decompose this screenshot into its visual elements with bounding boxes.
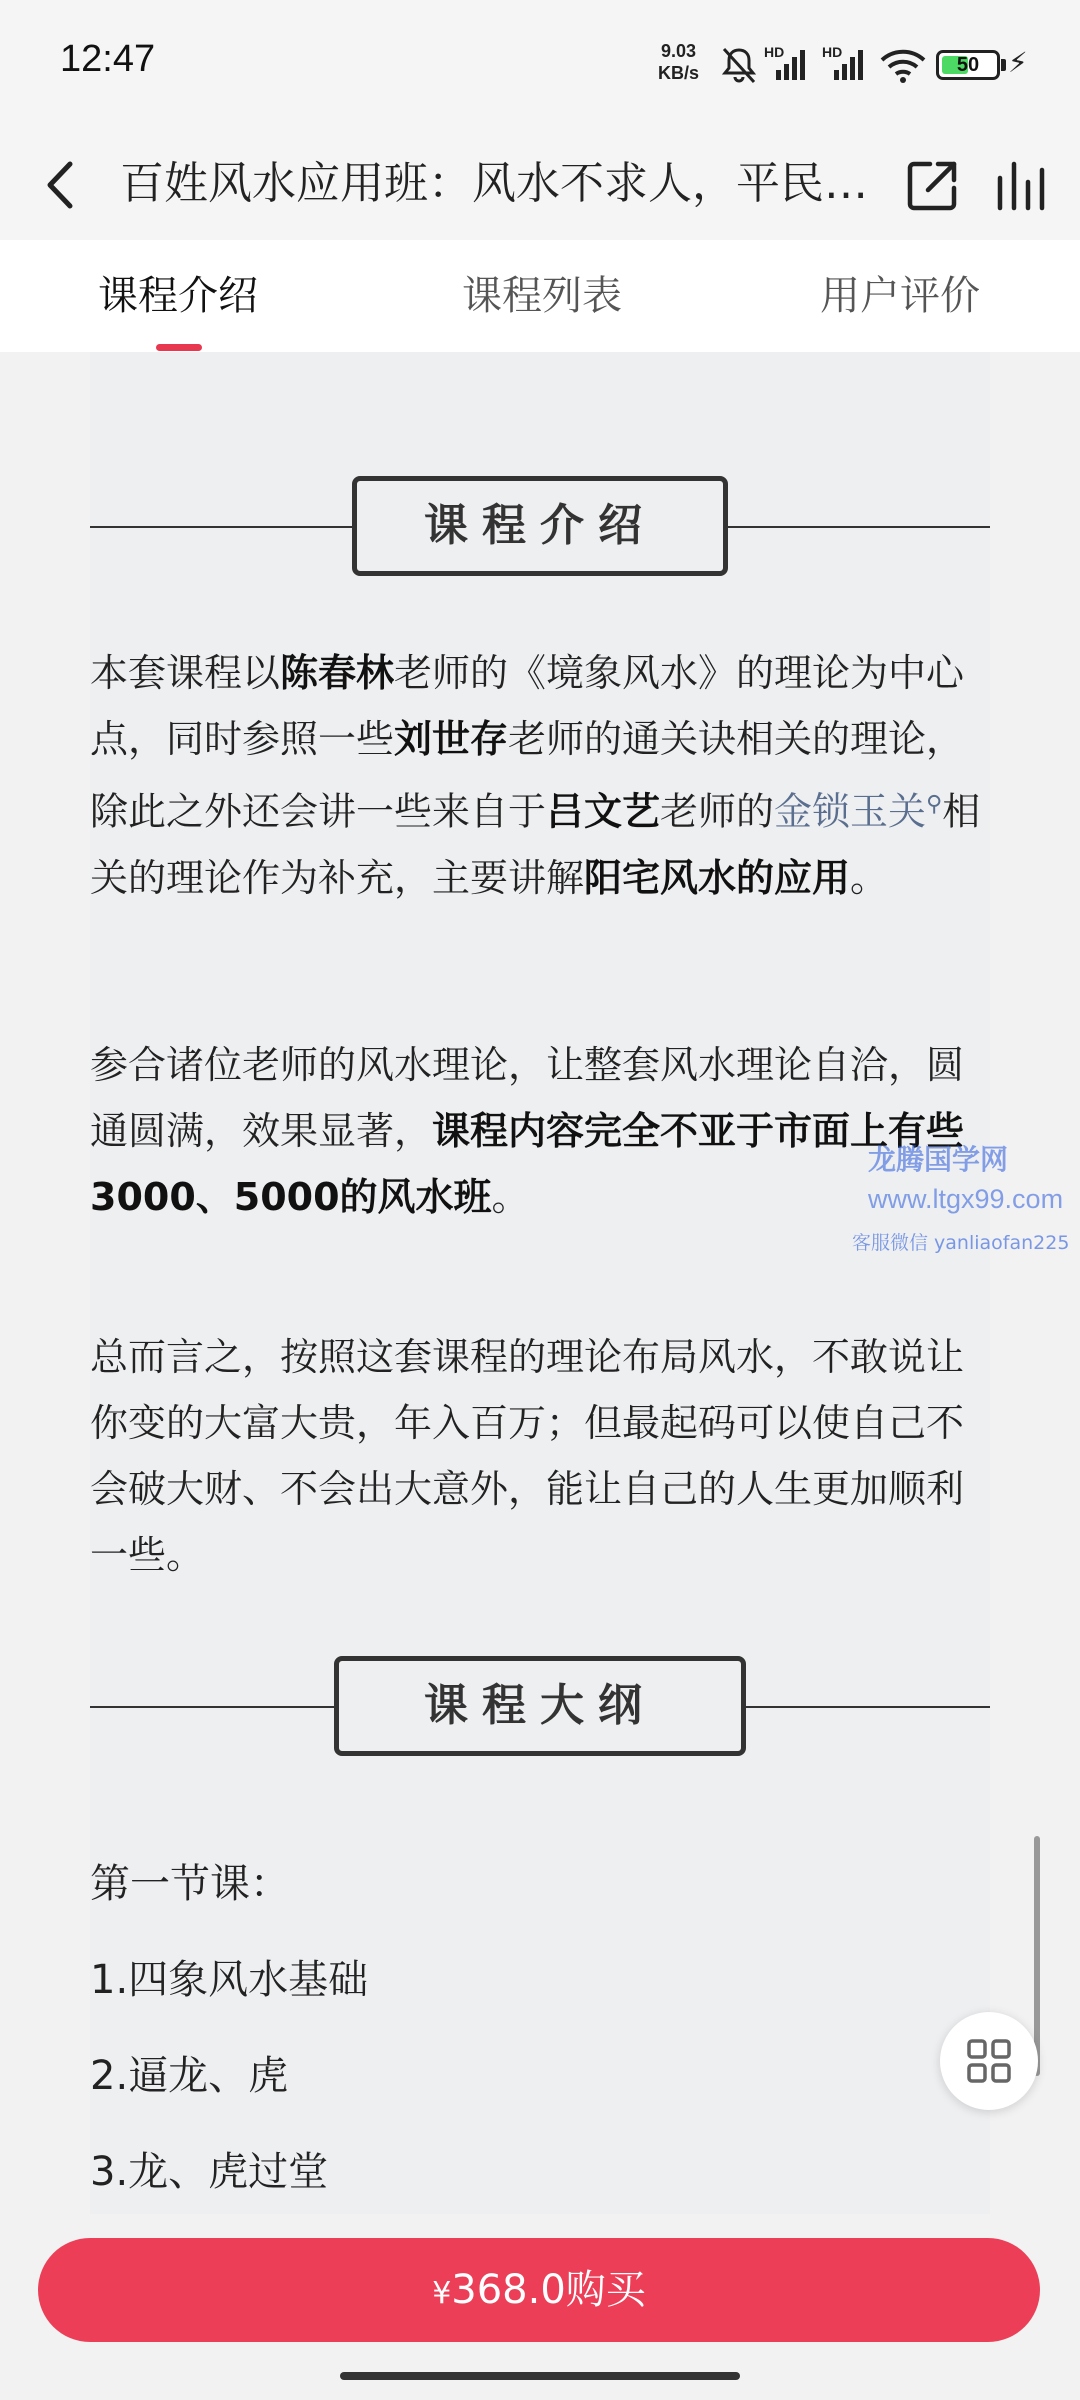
watermark-url: www.ltgx99.com: [868, 1184, 1064, 1214]
list-item: 3.龙、虎过堂: [90, 2149, 329, 2195]
status-bar: [0, 0, 1080, 130]
buy-label: 购买: [565, 2267, 646, 2313]
battery-level: 50: [956, 54, 980, 76]
paragraph-text: 总而言之，按照这套课程的理论布局风水，不敢说让你变的大富大贵，年入百万；但最起码可以使自己不会破大财、不会出大意外，能让自己的人生更加顺利一些。: [90, 1335, 965, 1577]
charging-bolt-icon: ⚡: [1008, 46, 1028, 79]
share-icon[interactable]: [900, 152, 966, 218]
paragraph-summary: [90, 1324, 990, 1588]
back-arrow-icon[interactable]: [26, 150, 96, 220]
intro-section-heading: [90, 476, 990, 576]
paragraph-advantages: [90, 1032, 990, 1230]
signal-icon: [822, 44, 872, 84]
paragraph-text: 老师的: [660, 789, 775, 834]
paragraph-text: 相关的理论作为补充，主要讲解: [90, 789, 981, 900]
search-icon[interactable]: ⚲: [926, 792, 943, 817]
paragraph-text: 本套课程以: [90, 651, 281, 695]
watermark-contact: 客服微信 yanliaofan225: [852, 1232, 1070, 1254]
network-speed-unit: KB/s: [658, 63, 700, 83]
hd-label-1: HD: [764, 44, 785, 60]
paragraph-text: 老师的通关诀相关的理论，除此之外还会讲一些来自于: [90, 717, 965, 834]
list-item: 1.四象风水基础: [90, 1957, 369, 2003]
section-title: 课程介绍: [352, 476, 728, 576]
mute-bell-icon: [718, 44, 760, 86]
course-description: [90, 352, 990, 2214]
status-time: 12:47: [60, 38, 156, 80]
battery-icon: [936, 50, 1000, 80]
emphasis-text: 阳宅风水的应用: [584, 855, 851, 900]
section-title: 课程大纲: [334, 1656, 746, 1756]
scrollbar[interactable]: [1034, 1836, 1040, 2076]
active-tab-indicator: [156, 344, 202, 351]
buy-button[interactable]: [38, 2238, 1040, 2342]
list-item: 2.逼龙、虎: [90, 2053, 289, 2099]
grid-menu-icon[interactable]: [940, 2012, 1038, 2110]
network-speed-value: 9.03: [660, 41, 697, 61]
emphasis-text: 刘世存: [394, 717, 509, 761]
network-speed: [658, 40, 699, 84]
tab-bar: [0, 240, 1080, 352]
home-indicator[interactable]: [340, 2372, 740, 2380]
currency-symbol: ¥: [432, 2276, 452, 2311]
emphasis-text: 吕文艺: [546, 789, 661, 834]
emphasis-text: 陈春林: [280, 651, 395, 695]
battery-tip: [1001, 59, 1006, 71]
paragraph-text: 参合诸位老师的风水理论，让整套风水理论自洽，圆通圆满，效果显著，: [90, 1043, 965, 1153]
paragraph-text: 。: [491, 1175, 530, 1219]
page-title: 百姓风水应用班：风水不求人，平民…: [120, 158, 868, 209]
signal-icon: [764, 44, 814, 84]
price: 368.0: [451, 2267, 566, 2313]
paragraph-text: 老师的《境象风水》的理论为中心点，同时参照一些: [90, 651, 965, 761]
keyword-link[interactable]: 金锁玉关: [774, 789, 927, 834]
lesson-title: 第一节课：: [90, 1861, 290, 1907]
emphasis-text: 课程内容完全不亚于市面上有些3000、5000的风水班: [90, 1109, 965, 1219]
wifi-icon: [878, 46, 928, 86]
paragraph-text: 。: [850, 855, 889, 900]
paragraph-intro: [90, 640, 990, 911]
tab-user-reviews[interactable]: 用户评价: [820, 273, 980, 319]
hd-label-2: HD: [822, 44, 843, 60]
tab-course-list[interactable]: 课程列表: [462, 273, 622, 319]
header: [0, 130, 1080, 240]
tab-course-intro[interactable]: 课程介绍: [98, 273, 258, 319]
watermark-site-name: 龙腾国学网: [868, 1143, 1009, 1176]
stats-icon[interactable]: [990, 152, 1056, 218]
outline-section-heading: [90, 1656, 990, 1756]
